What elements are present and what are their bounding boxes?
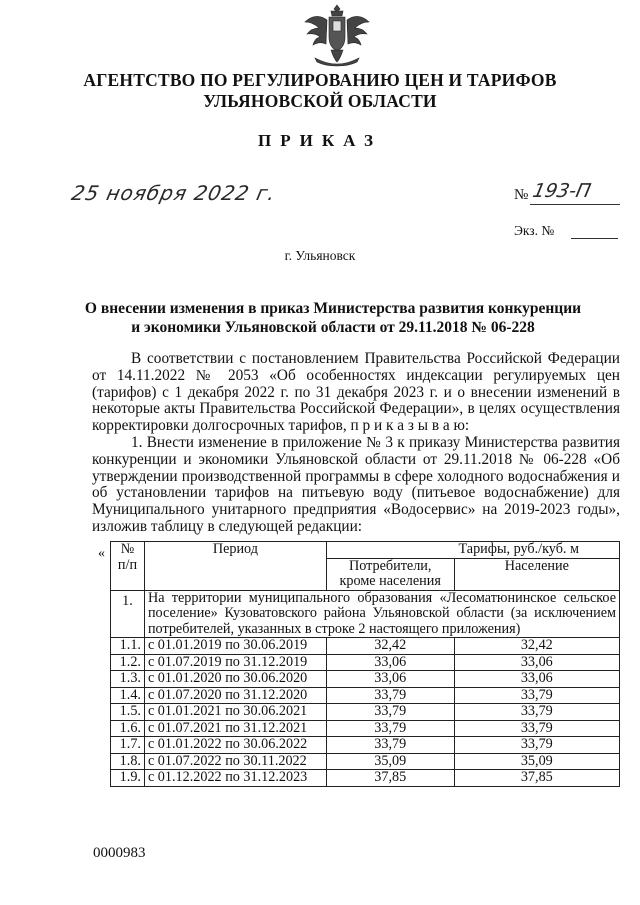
row-period: с 01.07.2020 по 31.12.2020 xyxy=(144,687,326,704)
row-period: с 01.01.2021 по 30.06.2021 xyxy=(144,704,326,721)
table-row xyxy=(111,737,620,754)
handwritten-order-number: 193-П xyxy=(530,180,593,202)
section-territory: На территории муниципального образования «Лесоматюнинское сельское поселение» Кузоватовского района Ульяновской области (за исключением потребителей, указанных в строке 2 настоящего приложения) xyxy=(144,590,619,638)
row-population-tariff: 33,79 xyxy=(454,737,619,754)
copy-number-label: Экз. № xyxy=(514,223,555,238)
coat-of-arms-emblem xyxy=(301,2,373,68)
row-consumers-tariff: 33,79 xyxy=(326,720,454,737)
agency-name-line2: УЛЬЯНОВСКОЙ ОБЛАСТИ xyxy=(203,91,437,111)
table-row xyxy=(111,687,620,704)
row-consumers-tariff: 33,79 xyxy=(326,704,454,721)
table-row xyxy=(111,720,620,737)
row-population-tariff: 33,06 xyxy=(454,671,619,688)
table-row xyxy=(111,753,620,770)
row-population-tariff: 32,42 xyxy=(454,638,619,655)
document-subject xyxy=(60,299,606,337)
row-number: 1.2. xyxy=(111,654,145,671)
row-number: 1.8. xyxy=(111,753,145,770)
handwritten-date: 25 ноября 2022 г. xyxy=(69,181,279,205)
row-population-tariff: 33,79 xyxy=(454,687,619,704)
row-consumers-tariff: 33,79 xyxy=(326,687,454,704)
table-row xyxy=(111,704,620,721)
row-population-tariff: 33,79 xyxy=(454,720,619,737)
table-row xyxy=(111,654,620,671)
row-period: с 01.12.2022 по 31.12.2023 xyxy=(144,770,326,787)
row-consumers-tariff: 33,06 xyxy=(326,671,454,688)
number-underline xyxy=(530,204,620,205)
row-consumers-tariff: 33,06 xyxy=(326,654,454,671)
row-number: 1.6. xyxy=(111,720,145,737)
row-period: с 01.01.2019 по 30.06.2019 xyxy=(144,638,326,655)
row-period: с 01.07.2022 по 30.11.2022 xyxy=(144,753,326,770)
row-consumers-tariff: 37,85 xyxy=(326,770,454,787)
table-row xyxy=(111,770,620,787)
header-period: Период xyxy=(144,542,326,591)
row-number: 1.1. xyxy=(111,638,145,655)
tariff-table-body xyxy=(111,590,620,786)
header-tariffs: Тарифы, руб./куб. м xyxy=(326,542,619,559)
row-period: с 01.01.2022 по 30.06.2022 xyxy=(144,737,326,754)
city-label: г. Ульяновск xyxy=(284,248,356,263)
number-sign: № xyxy=(514,187,529,203)
header-consumers: Потребители, кроме населения xyxy=(326,558,454,590)
row-period: с 01.07.2019 по 31.12.2019 xyxy=(144,654,326,671)
document-type-title: ПРИКАЗ xyxy=(258,131,382,150)
row-population-tariff: 37,85 xyxy=(454,770,619,787)
row-period: с 01.07.2021 по 31.12.2021 xyxy=(144,720,326,737)
row-period: с 01.01.2020 по 30.06.2020 xyxy=(144,671,326,688)
agency-name-line1: АГЕНТСТВО ПО РЕГУЛИРОВАНИЮ ЦЕН И ТАРИФОВ xyxy=(83,70,557,90)
row-number: 1.4. xyxy=(111,687,145,704)
row-number: 1.9. xyxy=(111,770,145,787)
row-population-tariff: 33,79 xyxy=(454,704,619,721)
subject-line-1: О внесении изменения в приказ Министерства развития конкуренции xyxy=(84,300,582,317)
header-number: № п/п xyxy=(111,542,145,591)
registration-number: 0000983 xyxy=(93,845,146,861)
header-population: Население xyxy=(454,558,619,590)
subject-line-2: и экономики Ульяновской области от 29.11.2018 № 06-228 xyxy=(131,319,535,336)
table-opening-quote: « xyxy=(98,546,105,561)
body-paragraphs xyxy=(92,351,620,536)
row-population-tariff: 33,06 xyxy=(454,654,619,671)
paragraph-preamble: В соответствии с постановлением Правительства Российской Федерации от 14.11.2022 № 2053 «Об особенностях индексации регулируемых цен (тарифов) с 1 декабря 2022 г. по 31 декабря 2023 г. и о внесении изменений в некоторые акты Правительства Российской Федерации», в целях осуществления корректировки долгосрочных тарифов, п р и к а з ы в а ю: xyxy=(92,350,620,435)
row-consumers-tariff: 33,79 xyxy=(326,737,454,754)
table-row xyxy=(111,671,620,688)
row-number: 1.7. xyxy=(111,737,145,754)
section-row xyxy=(111,590,620,638)
row-number: 1.5. xyxy=(111,704,145,721)
paragraph-item-1: 1. Внести изменение в приложение № 3 к приказу Министерства развития конкуренции и экономики Ульяновской области от 29.11.2018 № 06-228 «Об утверждении производственной программы в сфере холодного водоснабжения и об установлении тарифов на питьевую воду (питьевое водоснабжение) для Муниципального унитарного предприятия «Водосервис» на 2019-2023 годы», изложив таблицу в следующей редакции: xyxy=(92,433,620,535)
row-number: 1.3. xyxy=(111,671,145,688)
row-consumers-tariff: 32,42 xyxy=(326,638,454,655)
row-population-tariff: 35,09 xyxy=(454,753,619,770)
copy-number-underline xyxy=(571,238,618,239)
tariff-table xyxy=(110,541,620,787)
table-row xyxy=(111,638,620,655)
section-number: 1. xyxy=(111,590,145,638)
row-consumers-tariff: 35,09 xyxy=(326,753,454,770)
